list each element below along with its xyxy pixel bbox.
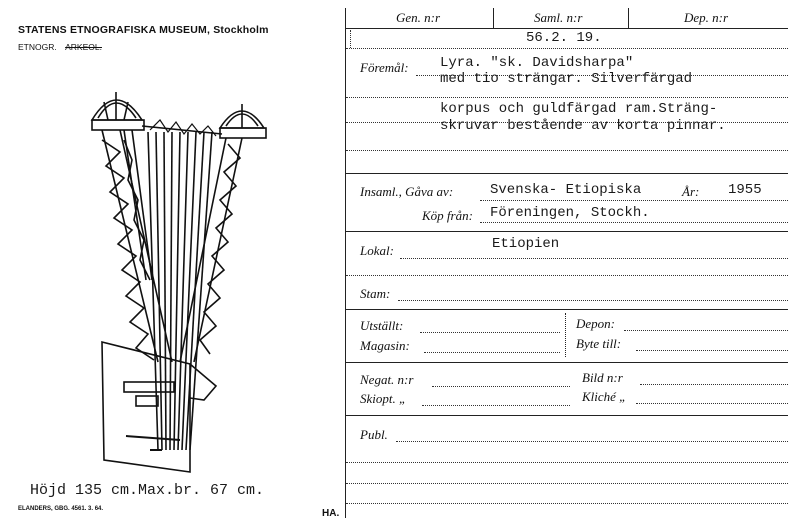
storage-divider xyxy=(565,313,566,357)
header-rule xyxy=(346,28,788,29)
magasin-rule xyxy=(424,352,560,353)
foremal-line-4: skruvar bestående av korta pinnar. xyxy=(440,118,726,134)
publ-rule-3 xyxy=(346,483,788,484)
foremal-label: Föremål: xyxy=(360,60,409,75)
foremal-line-1: Lyra. "sk. Davidsharpa" xyxy=(440,55,634,71)
header-left-dotted xyxy=(350,30,351,48)
stam-rule xyxy=(398,300,788,301)
gen-label: Gen. n:r xyxy=(396,10,441,25)
bild-rule xyxy=(640,384,788,385)
stam-section-end xyxy=(346,309,788,310)
museum-city: Stockholm xyxy=(213,24,269,36)
kliche-label: Kliché „ xyxy=(582,389,627,404)
media-section-end xyxy=(346,415,788,416)
foremal-rule-4 xyxy=(346,150,788,151)
depon-label: Depon: xyxy=(576,316,615,331)
year-label: År: xyxy=(682,184,700,199)
kop-rule xyxy=(480,222,788,223)
museum-name-text: STATENS ETNOGRAFISKA MUSEUM, xyxy=(18,24,211,36)
kliche-rule xyxy=(636,403,788,404)
publ-rule-1 xyxy=(396,441,788,442)
magasin-label: Magasin: xyxy=(360,338,410,353)
department-prefix: ETNOGR. xyxy=(18,42,57,52)
utstallt-rule xyxy=(420,332,560,333)
header-divider-1 xyxy=(493,8,494,28)
form-left-border xyxy=(345,8,346,518)
storage-section-end xyxy=(346,362,788,363)
foremal-section-end xyxy=(346,173,788,174)
lyre-illustration xyxy=(80,80,280,480)
header-divider-2 xyxy=(628,8,629,28)
saml-label: Saml. n:r xyxy=(534,10,583,25)
stam-label: Stam: xyxy=(360,286,391,301)
utstallt-label: Utställt: xyxy=(360,318,404,333)
initials: HA. xyxy=(322,508,340,519)
publ-rule-2 xyxy=(346,462,788,463)
acquisition-section-end xyxy=(346,231,788,232)
foremal-rule-2 xyxy=(346,97,788,98)
publ-rule-4 xyxy=(346,503,788,504)
byte-label: Byte till: xyxy=(576,336,622,351)
depon-rule xyxy=(624,330,788,331)
foremal-line-3: korpus och guldfärgad ram.Sträng- xyxy=(440,101,718,117)
kop-label: Köp från: xyxy=(422,208,473,223)
department-line xyxy=(18,42,102,52)
lokal-rule-2 xyxy=(346,275,788,276)
insaml-rule xyxy=(480,200,788,201)
bild-label: Bild n:r xyxy=(582,370,623,385)
foremal-line-2: med tio strängar. Silverfärgad xyxy=(440,71,693,87)
insaml-label: Insaml., Gåva av: xyxy=(360,184,454,199)
negat-rule xyxy=(432,386,570,387)
publ-label: Publ. xyxy=(360,427,388,442)
negat-label: Negat. n:r xyxy=(360,372,414,387)
printer-mark: ELANDERS, GBG. 4561. 3. 64. xyxy=(18,506,104,512)
dep-label: Dep. n:r xyxy=(684,10,729,25)
foremal-rule-3 xyxy=(346,122,788,123)
skiopt-label: Skiopt. „ xyxy=(360,391,407,406)
dimensions-note: Höjd 135 cm.Max.br. 67 cm. xyxy=(30,482,265,499)
byte-rule xyxy=(636,350,788,351)
lokal-label: Lokal: xyxy=(360,243,394,258)
lokal-rule xyxy=(400,258,788,259)
kop-value: Föreningen, Stockh. xyxy=(490,205,650,221)
insaml-value: Svenska- Etiopiska xyxy=(490,182,642,198)
foremal-rule-1 xyxy=(416,75,788,76)
header-dotted-rule xyxy=(346,48,788,49)
year-value: 1955 xyxy=(728,182,762,198)
museum-name xyxy=(18,24,269,36)
lokal-value: Etiopien xyxy=(492,236,560,252)
skiopt-rule xyxy=(422,405,570,406)
department-struck: ARKEOL. xyxy=(65,42,102,52)
saml-value: 56.2. 19. xyxy=(526,30,602,46)
